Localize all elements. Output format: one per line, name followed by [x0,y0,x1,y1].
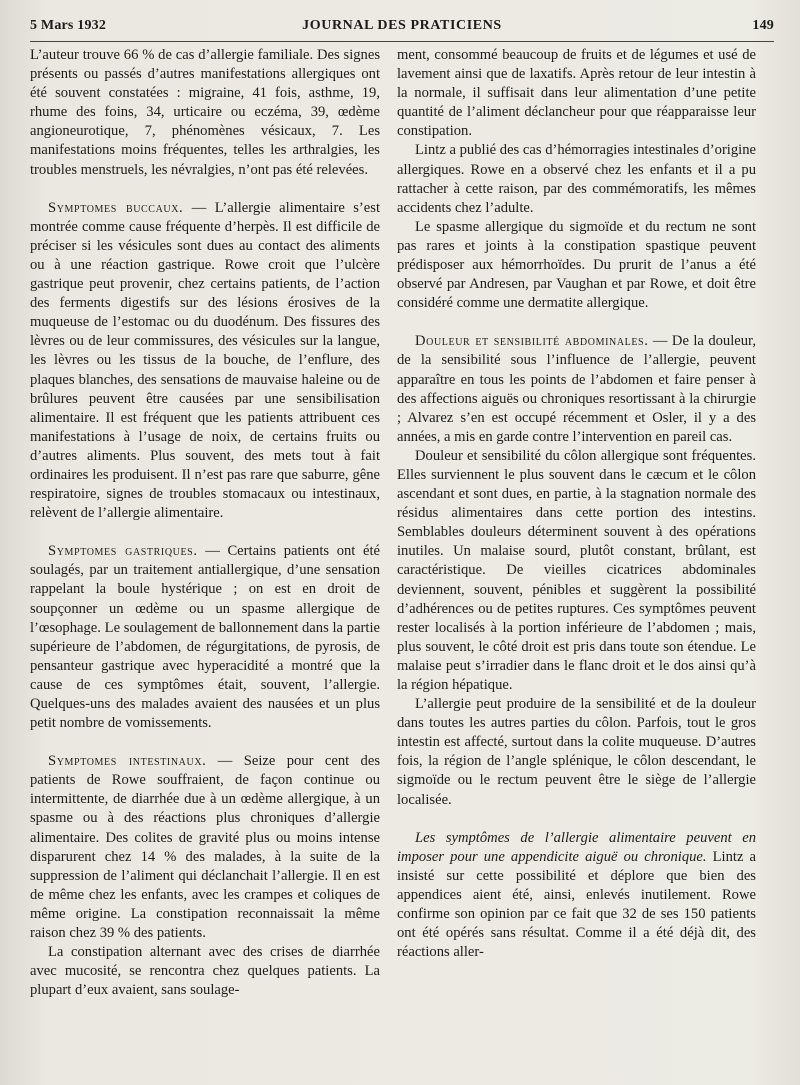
section-heading: Symptomes buccaux. [48,199,184,216]
paragraph: Lintz a publié des cas d’hémorragies intestinales d’origine allergiques. Rowe en a observé chez les enfants et il a pu rattacher à cette raison, par des commémoratifs, les mêmes accidents chez l’adulte. [397,142,756,216]
paragraph-text: — Certains patients ont été soulagés, par un traitement antiallergique, d’une sensation rappelant la boule hystérique ; on est en droit de soupçonner un œdème ou un spasme allergique de l’œsophage. Le soulagement de ballonnement dans la partie supérieure de l’abdomen, de régurgitations, de pyrosis, de pensanteur gastrique avec hyperacidité a montré que la cause de ces symptômes était, souvent, l’allergie. Quelques-uns des malades avaient des nausées et un plus petit nombre de vomissements. [30,543,380,732]
paragraph: La constipation alternant avec des crises de diarrhée avec mucosité, se rencontra chez quelques patients. La plupart d’eux avaient, sans soulage- [30,944,380,999]
paragraph: Douleur et sensibilité du côlon allergique sont fréquentes. Elles surviennent le plus souvent dans le cæcum et le côlon ascendant et sont dues, en partie, à la stagnation normale des résidus alimentaires dans cette portion des intestins. Semblables douleurs déterminent souvent à des opérations inutiles. Un malaise sourd, plutôt constant, brûlant, est caractéristique. De vieilles cicatrices abdominales deviennent, souvent, pénibles et suggèrent la possibilité d’adhérences ou de petites ruptures. Ces symptômes peuvent rester localisés à la portion inférieure de l’abdomen ; mais, plus souvent, le côté droit est pris dans toute son étendue. Le malaise peut s’irradier dans le flanc droit et le dos ainsi qu’à la région hépatique. [397,447,756,693]
paragraph-text: — L’allergie alimentaire s’est montrée comme cause fréquente d’herpès. Il est difficile de préciser si les vésicules sont dues au contact des aliments ou à une réaction gastrique. Rowe croit que l’ulcère gastrique peut provenir, chez certains patients, de l’action des ferments digestifs sur des lésions érosives de la muqueuse de l’estomac ou du duodénum. Des fissures des lèvres ou de leur commissures, des vésicules sur la langue, les lèvres ou les tissus de la bouche, de l’enflure, des plaques blanches, des sensations de mauvaise haleine ou de brûlures peuvent être causées par une sensibilisation alimentaire. Il est fréquent que les patients attribuent ces manifestations à l’usage de noix, de certains fruits ou d’autres aliments. Plus souvent, des mets tout à fait ordinaires les produisent. Il n’est pas rare que saburre, gêne respiratoire, signes de troubles stomacaux ou intestinaux, relèvent de l’allergie alimentaire. [30,199,380,522]
paragraph: L’auteur trouve 66 % de cas d’allergie familiale. Des signes présents ou passés d’autres manifestations allergiques ont été souvent constatées : migraine, 41 fois, asthme, 19, rhume des foins, 34, urticaire ou eczéma, 39, œdème angioneurotique, 7, phénomènes vésicaux, 7. Les manifestations moins fréquentes, telles les arthralgies, les troubles menstruels, les névralgies, n’ont pas été relevées. [30,47,380,178]
paragraph-douleur-sensibilite [397,332,756,447]
issue-date: 5 Mars 1932 [30,18,107,33]
paragraph-text: — De la douleur, de la sensibilité sous l’influence de l’allergie, peuvent apparaître en tous les points de l’abdomen et faire penser à des affections aiguës ou chroniques resortissant à la chirurgie ; Alvarez s’en est occupé récemment et Osler, il y a des années, a mis en garde contre l’intervention en pareil cas. [397,333,756,445]
page-header [30,18,774,40]
section-heading: Symptomes intestinaux. [48,753,207,770]
paragraph: ment, consommé beaucoup de fruits et de légumes et usé de lavement ainsi que de laxatifs. Après retour de leur intestin à la normale, il suffisait dans leur alimentation d’une petite quantité de l’aliment déclancheur pour que réapparaisse leur constipation. [397,47,756,140]
section-heading: Symptomes gastriques. [48,543,198,560]
journal-title: JOURNAL DES PRATICIENS [302,18,502,33]
left-column [30,46,380,1000]
paragraph-appendicite [397,829,756,963]
paragraph-text: Lintz a insisté sur cette possibilité et déplore que bien des appendices aient été, ainsi, enlevés inutilement. Rowe confirme son opinion par ce fait que 32 de ses 150 patients ont été opérés sans résultat. Comme il a été déjà dit, des réactions aller- [397,848,756,961]
right-column [397,46,756,962]
italic-lead: Les symptômes de l’allergie alimentaire peuvent en imposer pour une appendicite aiguë ou chronique. [397,829,756,865]
header-rule [30,41,774,42]
paragraph: Le spasme allergique du sigmoïde et du rectum ne sont pas rares et joints à la constipation spastique peuvent prédisposer aux hémorrhoïdes. Du prurit de l’anus a été observé par Andresen, par Vaughan et par Rowe, et doit être considéré comme une dermatite allergique. [397,218,756,312]
paragraph-symptomes-buccaux [30,199,380,524]
paragraph-text: — Seize pour cent des patients de Rowe souffraient, de façon continue ou intermittente, de diarrhée due à un œdème allergique, à un spasme ou à des réactions plus chroniques d’allergie alimentaire. Des colites de gravité plus ou moins intense disparurent chez 14 % des malades, à la suite de la suppression de l’aliment qui déclanchait l’allergie. Il en est de même chez les enfants, avec les crampes et coliques de même origine. La constipation reconnaissait la même raison chez 39 % des patients. [30,753,380,942]
paragraph: L’allergie peut produire de la sensibilité et de la douleur dans toutes les autres parties du côlon. Parfois, tout le gros intestin est affecté, surtout dans la colite muqueuse. D’autres fois, la région de l’angle splénique, le côlon descendant, le sigmoïde ou le rectum peuvent être le siège de l’allergie localisée. [397,696,756,808]
paragraph-symptomes-gastriques [30,542,380,733]
paragraph-symptomes-intestinaux [30,752,380,943]
section-heading: Douleur et sensibilité abdominales. [415,333,649,350]
page-number: 149 [752,18,774,33]
